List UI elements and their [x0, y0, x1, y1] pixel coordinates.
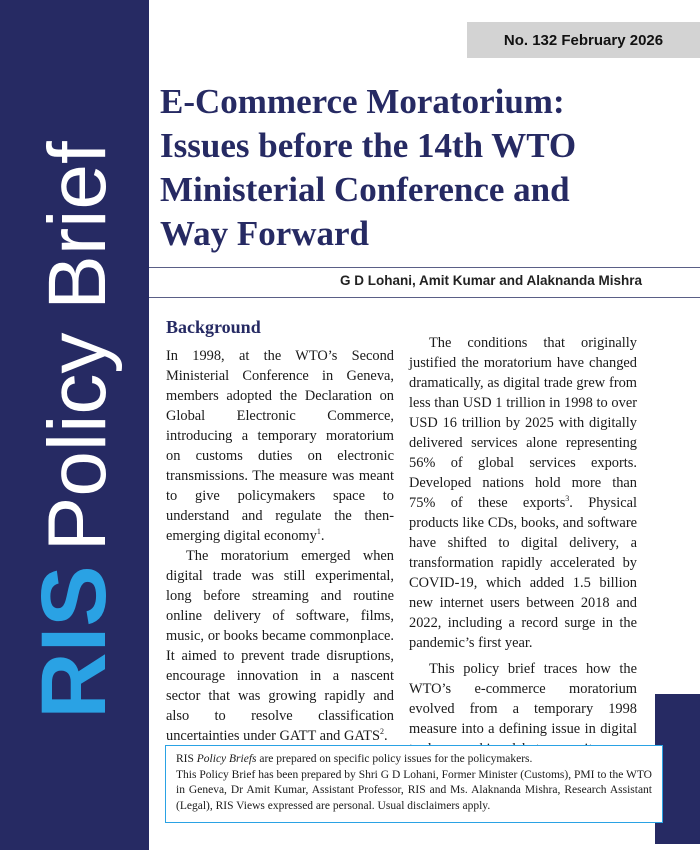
title-line: E-Commerce Moratorium:: [160, 82, 565, 121]
disclaimer-box: [165, 745, 663, 823]
brand-name: RIS: [23, 565, 125, 719]
divider: [149, 267, 700, 268]
series-title: [23, 141, 125, 719]
left-column: [166, 316, 394, 746]
authors: G D Lohani, Amit Kumar and Alaknanda Mishra: [339, 273, 642, 288]
footnote-ref: 1: [316, 527, 321, 537]
title-line: Issues before the 14th WTO: [160, 126, 577, 165]
sidebar-band: [0, 0, 149, 850]
paragraph: This policy brief traces how the WTO’s e-commerce moratorium evolved from a temporary 1998 measure into a defining issue in digital: [409, 661, 637, 737]
paragraph: The conditions that originally justified the moratorium have changed dramatically, as digital trade grew from less than USD 1 trillion in 1998 to over USD 16 trillion by 2025 with digitally delivered services alone representing 56% of global services exports. Developed nations hold more than 75% of these exports$^3$. Physical products like CDs, books, and software have shifted to digital delivery, a transformation rapidly accelerated by COVID-19, which added 1.5 billion new internet users between 2018 and 2022, including a record surge in the pandemic’s first year.: [409, 335, 637, 651]
footnote-ref: 3: [565, 494, 570, 504]
note-line: RIS Policy Briefs are prepared on specific policy issues for the policymakers.: [176, 753, 533, 765]
title-line: Ministerial Conference and: [160, 170, 570, 209]
paragraph: In 1998, at the WTO’s Second Ministerial Conference in Geneva, members adopted the Declaration on Global Electronic Commerce, introducing a temporary moratorium on customs duties on electronic transmissions. The measure was meant to give policymakers space to understand and regulate the then-emerging digital economy$^1$.: [166, 348, 394, 544]
section-heading: Background: [166, 317, 261, 337]
issue-number: No. 132 February 2026: [467, 22, 700, 58]
footnote-ref: 2: [379, 727, 384, 737]
paragraph: The moratorium emerged when digital trade was still experimental, long before streaming and routine online delivery of software, films, music, or books became commonplace. It aimed to prevent trade disruptions, encourage innovation in a nascent sector that was growing rapidly and also to resolve classification uncertainties under GATT and GATS$^2$.: [166, 548, 394, 744]
title-line: Way Forward: [160, 214, 370, 253]
right-column: [409, 333, 637, 759]
note-line: This Policy Brief has been prepared by Shri G D Lohani, Former Minister (Customs), PMI to the WTO in Geneva, Dr Amit Kumar, Assistant Professor, RIS and Ms. Alaknanda Mishra, Research Assistant (Legal), RIS Views expressed are personal. Usual disclaimers apply.: [176, 768, 652, 812]
series-name: Policy Brief: [32, 141, 123, 552]
page-title: [160, 80, 660, 256]
divider: [149, 297, 700, 298]
